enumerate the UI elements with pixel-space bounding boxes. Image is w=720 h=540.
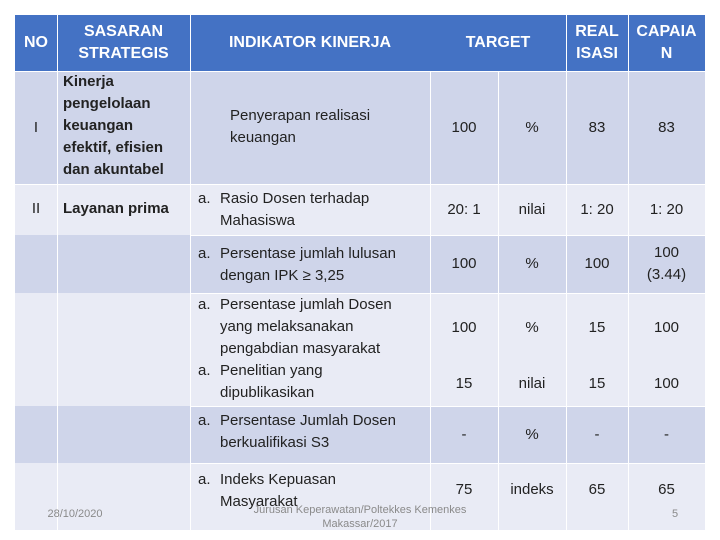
sasaran-line: Layanan prima <box>63 200 169 217</box>
indikator-line: Persentase Jumlah Dosen <box>220 412 396 429</box>
row-no <box>15 71 57 184</box>
row-realisasi <box>566 369 628 399</box>
list-marker: a. <box>198 245 211 262</box>
row-target <box>430 406 498 463</box>
realisasi-value: - <box>594 425 600 443</box>
list-marker: a. <box>198 190 211 207</box>
header-target-text: TARGET <box>465 34 531 51</box>
sasaran-line: dan akuntabel <box>63 161 164 178</box>
list-marker: a. <box>198 412 211 429</box>
indikator-line: Penyerapan realisasi <box>230 107 371 124</box>
row-capaian <box>628 475 705 505</box>
unit-value: nilai <box>518 375 546 392</box>
row-indikator <box>190 235 430 293</box>
row-realisasi <box>566 71 628 184</box>
target-value: 15 <box>455 375 473 392</box>
row-realisasi <box>566 475 628 505</box>
indikator-line: Indeks Kepuasan <box>220 471 336 488</box>
capaian-value: 100 <box>653 319 680 336</box>
indikator-line: yang melaksanakan <box>220 318 354 335</box>
header-sasaran-line: STRATEGIS <box>78 45 169 62</box>
row-realisasi <box>566 406 628 463</box>
capaian-value: 100 <box>653 375 680 392</box>
header-indikator <box>190 15 430 71</box>
row-capaian <box>628 71 705 184</box>
header-capaian-line: N <box>660 45 673 62</box>
row-target <box>430 71 498 184</box>
indikator-line: dengan IPK ≥ 3,25 <box>220 267 345 284</box>
header-target <box>430 15 566 71</box>
indikator-line: berkualifikasi S3 <box>220 434 330 451</box>
sasaran-line: keuangan <box>63 117 134 134</box>
target-value: 20: 1 <box>447 200 481 218</box>
row-unit <box>498 475 566 505</box>
row-sasaran <box>57 184 190 235</box>
target-value: - <box>461 425 467 443</box>
row-unit <box>498 406 566 463</box>
row-realisasi <box>566 235 628 293</box>
sasaran-line: efektif, efisien <box>63 139 164 156</box>
row-indikator <box>190 406 430 463</box>
footer-institution-line: Makassar/2017 <box>322 518 398 530</box>
row-realisasi <box>566 184 628 235</box>
header-indikator-text: INDIKATOR KINERJA <box>228 34 392 51</box>
indikator-line: Rasio Dosen terhadap <box>220 190 370 207</box>
row-no-text: I <box>33 118 39 136</box>
sasaran-line: pengelolaan <box>63 95 151 112</box>
row-target <box>430 235 498 293</box>
indikator-line: Penelitian yang <box>220 362 323 379</box>
row-target <box>430 313 498 343</box>
unit-value: indeks <box>510 481 554 498</box>
realisasi-value: 1: 20 <box>580 200 614 218</box>
row-no <box>15 184 57 235</box>
indikator-line: pengabdian masyarakat <box>220 340 381 357</box>
sasaran-line: Kinerja <box>63 73 114 90</box>
header-sasaran-line: SASARAN <box>83 23 164 40</box>
unit-value: nilai <box>518 200 546 218</box>
header-capaian <box>628 15 705 71</box>
row-unit <box>498 369 566 399</box>
unit-value: % <box>525 118 539 136</box>
header-capaian-line: CAPAIA <box>636 23 697 40</box>
realisasi-value: 15 <box>588 375 606 392</box>
row-no-text: II <box>31 200 41 217</box>
header-sasaran <box>57 15 190 71</box>
footer-date-text: 28/10/2020 <box>47 508 103 520</box>
target-value: 100 <box>451 118 477 136</box>
list-marker: a. <box>198 471 211 488</box>
footer-page-number <box>660 508 690 520</box>
footer-institution-line: Jurusan Keperawatan/Poltekkes Kemenkes <box>253 504 467 516</box>
capaian-value: 100 <box>653 244 680 261</box>
indikator-line: Persentase jumlah Dosen <box>220 296 392 313</box>
row-unit <box>498 71 566 184</box>
realisasi-value: 83 <box>588 118 606 136</box>
list-marker: a. <box>198 296 211 313</box>
row-indikator <box>190 293 430 406</box>
indikator-line: Masyarakat <box>220 493 298 510</box>
row-unit <box>498 313 566 343</box>
row-capaian <box>628 406 705 463</box>
realisasi-value: 15 <box>588 319 606 336</box>
footer-institution <box>250 503 470 531</box>
unit-value: % <box>525 319 539 336</box>
header-no <box>15 15 57 71</box>
footer-date <box>30 508 120 520</box>
row-target <box>430 184 498 235</box>
footer-page-text: 5 <box>671 508 679 520</box>
row-realisasi <box>566 313 628 343</box>
header-realisasi <box>566 15 628 71</box>
header-realisasi-line: ISASI <box>576 45 618 62</box>
row-capaian <box>628 184 705 235</box>
row-indikator <box>190 184 430 235</box>
row-unit <box>498 184 566 235</box>
row-capaian <box>628 369 705 399</box>
capaian-value: - <box>664 425 669 443</box>
header-realisasi-line: REAL <box>575 23 619 40</box>
row-target <box>430 475 498 505</box>
unit-value: % <box>525 425 539 443</box>
capaian-value: 65 <box>658 481 675 498</box>
indikator-line: keuangan <box>230 129 296 146</box>
target-value: 100 <box>451 319 477 336</box>
header-no-text: NO <box>24 34 48 51</box>
capaian-value: 1: 20 <box>649 200 684 218</box>
capaian-value: 83 <box>658 118 675 136</box>
unit-value: % <box>525 255 539 272</box>
target-value: 75 <box>455 481 473 498</box>
row-capaian <box>628 235 705 293</box>
row-target <box>430 369 498 399</box>
list-marker: a. <box>198 362 211 379</box>
row-sasaran <box>57 71 190 184</box>
capaian-value: (3.44) <box>646 266 687 283</box>
target-value: 100 <box>451 255 477 272</box>
row-unit <box>498 235 566 293</box>
realisasi-value: 100 <box>584 255 610 272</box>
indikator-line: dipublikasikan <box>220 384 315 401</box>
realisasi-value: 65 <box>588 481 606 498</box>
row-indikator <box>190 71 430 184</box>
indikator-line: Mahasiswa <box>220 212 296 229</box>
row-capaian <box>628 313 705 343</box>
indikator-line: Persentase jumlah lulusan <box>220 245 396 262</box>
